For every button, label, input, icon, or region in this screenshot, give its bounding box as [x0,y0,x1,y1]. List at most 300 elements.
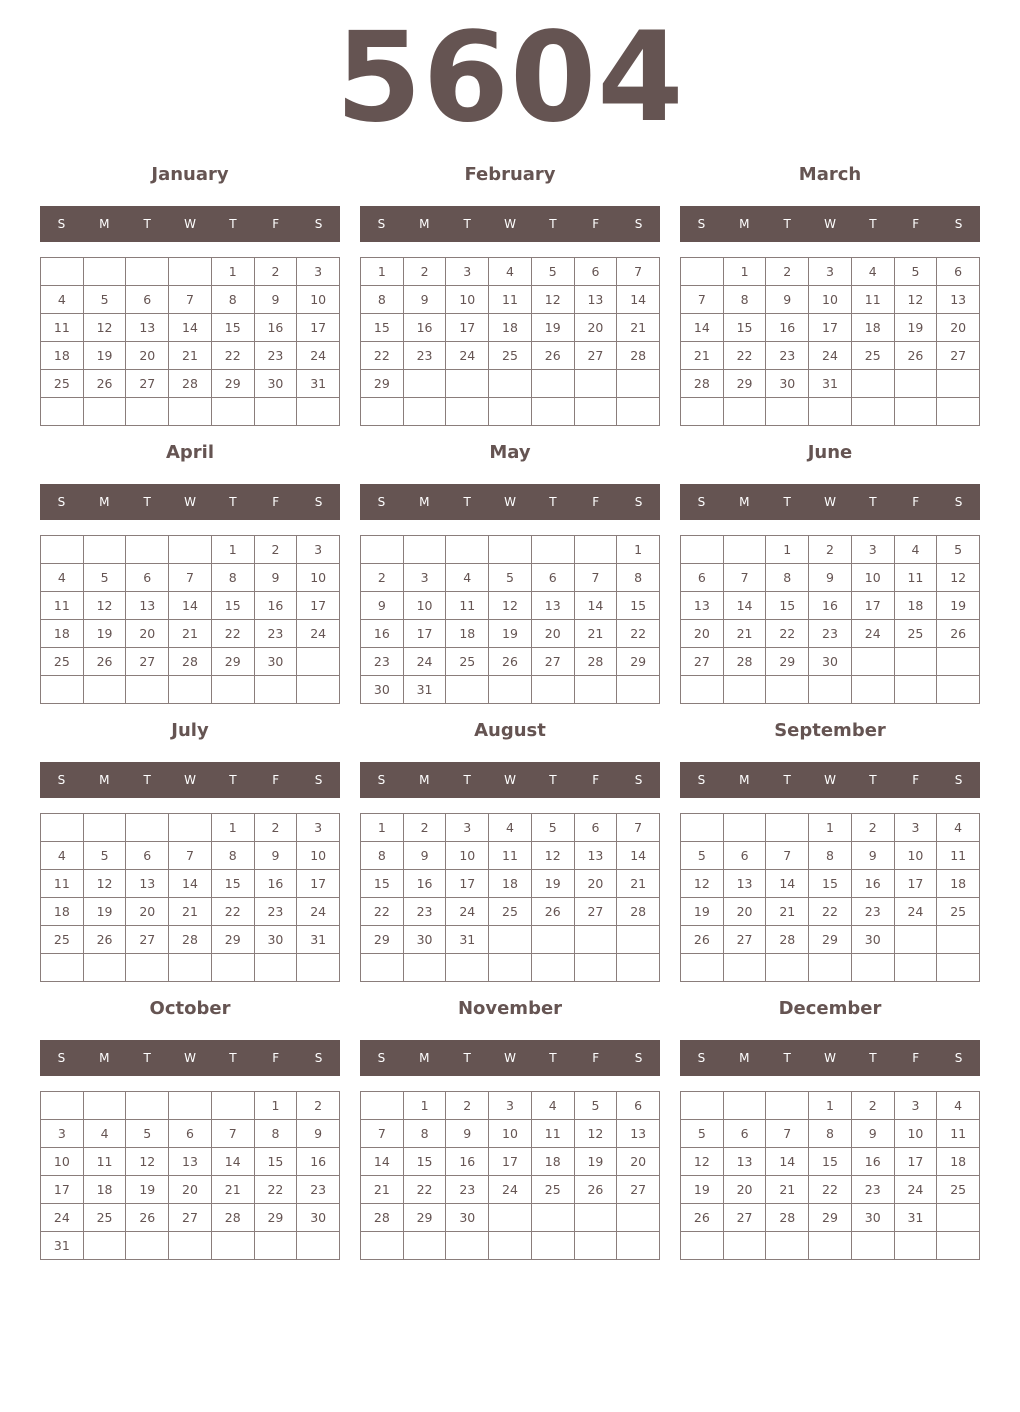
day-cell: 12 [681,1148,724,1176]
day-cell: 13 [724,870,767,898]
month-october [40,992,340,1253]
day-cell: 8 [361,842,404,870]
day-cell: 18 [895,592,938,620]
month-september [680,714,980,947]
month-title: December [778,998,882,1019]
day-cell: 29 [212,926,255,954]
day-cell: 2 [255,258,298,286]
day-cell: 12 [84,592,127,620]
empty-cell [937,648,980,676]
empty-cell [446,398,489,426]
day-cell: 22 [617,620,660,648]
day-cell: 8 [617,564,660,592]
empty-cell [41,398,84,426]
weekday-label: F [912,495,920,509]
day-cell: 7 [766,842,809,870]
empty-cell [169,1232,212,1260]
weekday-label: W [184,217,196,231]
weekday-label: S [377,1051,386,1065]
weekday-label: F [592,1051,600,1065]
weekday-label: S [314,773,323,787]
day-cell: 23 [852,898,895,926]
day-cell: 20 [724,1176,767,1204]
month-title: May [489,442,531,463]
day-cell: 14 [169,592,212,620]
weekday-label: W [504,495,516,509]
day-grid [680,257,980,426]
weekday-label: M [419,217,430,231]
day-cell: 4 [446,564,489,592]
empty-cell [84,1232,127,1260]
day-cell: 8 [361,286,404,314]
day-cell: 1 [212,536,255,564]
weekday-label: T [143,1051,151,1065]
day-cell: 26 [532,898,575,926]
day-cell: 30 [255,926,298,954]
day-cell: 18 [41,898,84,926]
empty-cell [532,1204,575,1232]
empty-cell [169,1092,212,1120]
day-cell: 16 [255,870,298,898]
day-cell: 27 [126,370,169,398]
empty-cell [489,536,532,564]
day-cell: 11 [41,870,84,898]
day-cell: 10 [446,842,489,870]
empty-cell [212,398,255,426]
weekday-header [40,206,340,242]
empty-cell [852,398,895,426]
day-cell: 31 [895,1204,938,1232]
day-cell: 18 [852,314,895,342]
day-cell: 28 [169,648,212,676]
day-cell: 8 [255,1120,298,1148]
day-cell: 5 [126,1120,169,1148]
day-cell: 11 [41,314,84,342]
day-cell: 7 [169,842,212,870]
weekday-label: S [954,495,963,509]
day-cell: 3 [41,1120,84,1148]
day-cell: 20 [575,870,618,898]
empty-cell [724,536,767,564]
day-cell: 8 [404,1120,447,1148]
weekday-label: T [463,773,471,787]
day-cell: 24 [404,648,447,676]
empty-cell [532,926,575,954]
month-title: April [165,442,215,463]
day-cell: 26 [84,926,127,954]
day-cell: 24 [895,898,938,926]
month-title: June [807,442,853,463]
year-title: 5604 [335,6,685,150]
day-cell: 5 [532,814,575,842]
day-cell: 15 [212,314,255,342]
day-cell: 10 [489,1120,532,1148]
day-cell: 1 [809,814,852,842]
weekday-label: S [697,495,706,509]
empty-cell [489,1232,532,1260]
day-cell: 19 [681,898,724,926]
empty-cell [895,370,938,398]
day-cell: 28 [681,370,724,398]
day-cell: 1 [766,536,809,564]
day-cell: 25 [895,620,938,648]
day-cell: 9 [809,564,852,592]
weekday-label: W [824,1051,836,1065]
day-cell: 9 [255,842,298,870]
empty-cell [766,954,809,982]
day-cell: 22 [809,1176,852,1204]
day-cell: 3 [895,1092,938,1120]
weekday-label: F [272,217,280,231]
month-december [680,992,980,1225]
day-cell: 13 [126,592,169,620]
weekday-label: F [272,773,280,787]
day-grid [40,1091,340,1260]
day-cell: 10 [41,1148,84,1176]
day-grid [40,257,340,426]
empty-cell [41,1092,84,1120]
empty-cell [724,1092,767,1120]
day-grid [680,535,980,704]
day-cell: 19 [532,870,575,898]
empty-cell [617,676,660,704]
empty-cell [852,954,895,982]
day-cell: 16 [255,314,298,342]
day-cell: 9 [852,842,895,870]
day-cell: 15 [404,1148,447,1176]
day-cell: 29 [809,1204,852,1232]
empty-cell [937,1232,980,1260]
day-cell: 5 [532,258,575,286]
empty-cell [532,398,575,426]
month-title: August [474,720,546,741]
weekday-label: T [869,773,877,787]
day-cell: 21 [617,314,660,342]
day-cell: 14 [169,314,212,342]
day-cell: 14 [766,1148,809,1176]
empty-cell [404,370,447,398]
day-cell: 13 [532,592,575,620]
day-cell: 13 [937,286,980,314]
day-cell: 13 [617,1120,660,1148]
day-cell: 5 [84,564,127,592]
empty-cell [724,676,767,704]
empty-cell [809,954,852,982]
empty-cell [404,536,447,564]
weekday-label: S [314,1051,323,1065]
day-cell: 11 [41,592,84,620]
weekday-label: M [99,773,110,787]
day-cell: 17 [852,592,895,620]
empty-cell [575,370,618,398]
day-cell: 20 [681,620,724,648]
weekday-label: T [143,217,151,231]
day-cell: 16 [852,870,895,898]
empty-cell [126,1092,169,1120]
day-cell: 21 [617,870,660,898]
weekday-label: W [824,773,836,787]
empty-cell [404,398,447,426]
day-cell: 5 [681,842,724,870]
day-cell: 19 [84,620,127,648]
empty-cell [489,1204,532,1232]
day-cell: 4 [489,258,532,286]
empty-cell [489,370,532,398]
empty-cell [681,258,724,286]
empty-cell [255,676,298,704]
day-cell: 17 [895,870,938,898]
day-cell: 7 [575,564,618,592]
day-cell: 11 [937,842,980,870]
weekday-label: F [592,495,600,509]
weekday-label: T [463,495,471,509]
empty-cell [617,1232,660,1260]
month-july [40,714,340,947]
day-cell: 12 [489,592,532,620]
day-cell: 6 [532,564,575,592]
day-cell: 10 [297,286,340,314]
day-cell: 19 [575,1148,618,1176]
day-cell: 7 [361,1120,404,1148]
empty-cell [766,814,809,842]
month-title: November [457,998,563,1019]
day-cell: 11 [852,286,895,314]
empty-cell [41,258,84,286]
day-cell: 30 [255,648,298,676]
day-cell: 27 [126,648,169,676]
day-cell: 4 [41,564,84,592]
empty-cell [766,1232,809,1260]
weekday-header [680,484,980,520]
day-cell: 23 [255,342,298,370]
day-cell: 27 [724,1204,767,1232]
day-cell: 20 [724,898,767,926]
day-cell: 7 [681,286,724,314]
day-cell: 2 [361,564,404,592]
empty-cell [126,536,169,564]
day-cell: 19 [489,620,532,648]
day-cell: 6 [169,1120,212,1148]
day-cell: 11 [489,286,532,314]
day-cell: 18 [446,620,489,648]
day-cell: 7 [724,564,767,592]
empty-cell [84,398,127,426]
empty-cell [937,676,980,704]
day-cell: 1 [255,1092,298,1120]
weekday-label: W [824,217,836,231]
weekday-label: T [869,495,877,509]
day-cell: 13 [126,870,169,898]
empty-cell [724,814,767,842]
empty-cell [41,954,84,982]
day-cell: 16 [297,1148,340,1176]
day-cell: 4 [937,1092,980,1120]
day-cell: 23 [852,1176,895,1204]
empty-cell [361,1232,404,1260]
weekday-label: S [697,1051,706,1065]
empty-cell [361,1092,404,1120]
empty-cell [809,1232,852,1260]
weekday-label: M [739,217,750,231]
weekday-label: M [739,1051,750,1065]
day-cell: 24 [446,898,489,926]
day-cell: 17 [895,1148,938,1176]
day-cell: 28 [766,1204,809,1232]
day-cell: 29 [766,648,809,676]
weekday-label: T [463,217,471,231]
empty-cell [895,954,938,982]
day-cell: 2 [404,814,447,842]
day-cell: 16 [852,1148,895,1176]
day-cell: 30 [404,926,447,954]
day-cell: 3 [852,536,895,564]
day-cell: 29 [809,926,852,954]
day-cell: 2 [255,536,298,564]
day-cell: 25 [532,1176,575,1204]
day-cell: 26 [575,1176,618,1204]
weekday-label: F [912,1051,920,1065]
weekday-label: T [143,495,151,509]
empty-cell [297,648,340,676]
empty-cell [446,370,489,398]
day-cell: 26 [126,1204,169,1232]
day-cell: 8 [766,564,809,592]
day-cell: 6 [724,1120,767,1148]
day-cell: 14 [681,314,724,342]
weekday-label: F [912,217,920,231]
empty-cell [84,1092,127,1120]
empty-cell [681,398,724,426]
empty-cell [617,398,660,426]
month-title: October [149,998,231,1019]
weekday-label: W [504,773,516,787]
weekday-label: T [549,495,557,509]
empty-cell [681,1092,724,1120]
day-cell: 12 [681,870,724,898]
month-may [360,436,660,697]
day-cell: 9 [446,1120,489,1148]
empty-cell [575,926,618,954]
day-cell: 25 [41,370,84,398]
day-cell: 9 [255,286,298,314]
weekday-label: S [634,1051,643,1065]
day-cell: 25 [446,648,489,676]
day-cell: 31 [446,926,489,954]
day-cell: 26 [681,1204,724,1232]
day-cell: 13 [575,842,618,870]
day-cell: 16 [404,870,447,898]
day-cell: 15 [766,592,809,620]
empty-cell [809,398,852,426]
weekday-header [680,1040,980,1076]
empty-cell [895,926,938,954]
empty-cell [681,676,724,704]
day-cell: 21 [766,898,809,926]
day-cell: 29 [724,370,767,398]
day-cell: 27 [532,648,575,676]
day-cell: 25 [41,648,84,676]
day-cell: 14 [617,286,660,314]
weekday-label: S [634,217,643,231]
empty-cell [255,398,298,426]
day-cell: 31 [41,1232,84,1260]
weekday-label: S [57,217,66,231]
empty-cell [766,398,809,426]
empty-cell [84,258,127,286]
day-cell: 25 [489,342,532,370]
empty-cell [297,676,340,704]
weekday-header [360,206,660,242]
day-cell: 13 [575,286,618,314]
day-cell: 26 [895,342,938,370]
day-cell: 9 [297,1120,340,1148]
day-cell: 16 [361,620,404,648]
day-cell: 18 [937,870,980,898]
day-cell: 30 [809,648,852,676]
day-cell: 13 [724,1148,767,1176]
day-grid [680,1091,980,1260]
empty-cell [937,370,980,398]
empty-cell [446,1232,489,1260]
weekday-label: T [783,495,791,509]
weekday-label: M [419,773,430,787]
day-cell: 24 [297,898,340,926]
empty-cell [169,814,212,842]
day-cell: 1 [617,536,660,564]
day-grid [680,813,980,982]
month-january [40,158,340,391]
day-cell: 23 [404,898,447,926]
empty-cell [575,398,618,426]
weekday-label: F [592,773,600,787]
day-cell: 20 [575,314,618,342]
weekday-label: T [229,495,237,509]
day-cell: 12 [532,842,575,870]
day-cell: 14 [575,592,618,620]
day-cell: 21 [681,342,724,370]
day-cell: 24 [809,342,852,370]
day-cell: 28 [212,1204,255,1232]
day-cell: 21 [361,1176,404,1204]
empty-cell [681,1232,724,1260]
day-cell: 17 [404,620,447,648]
day-cell: 29 [255,1204,298,1232]
day-cell: 9 [404,286,447,314]
day-cell: 22 [724,342,767,370]
day-cell: 3 [297,814,340,842]
weekday-label: W [824,495,836,509]
day-cell: 1 [361,258,404,286]
day-cell: 28 [766,926,809,954]
day-cell: 20 [126,898,169,926]
day-cell: 10 [297,842,340,870]
empty-cell [41,536,84,564]
day-cell: 13 [681,592,724,620]
day-cell: 7 [766,1120,809,1148]
day-cell: 9 [255,564,298,592]
day-cell: 22 [255,1176,298,1204]
day-cell: 7 [169,286,212,314]
empty-cell [212,676,255,704]
weekday-label: M [99,1051,110,1065]
day-cell: 21 [169,342,212,370]
day-cell: 3 [809,258,852,286]
day-cell: 9 [852,1120,895,1148]
day-cell: 8 [724,286,767,314]
day-cell: 26 [937,620,980,648]
day-cell: 15 [809,870,852,898]
empty-cell [255,954,298,982]
